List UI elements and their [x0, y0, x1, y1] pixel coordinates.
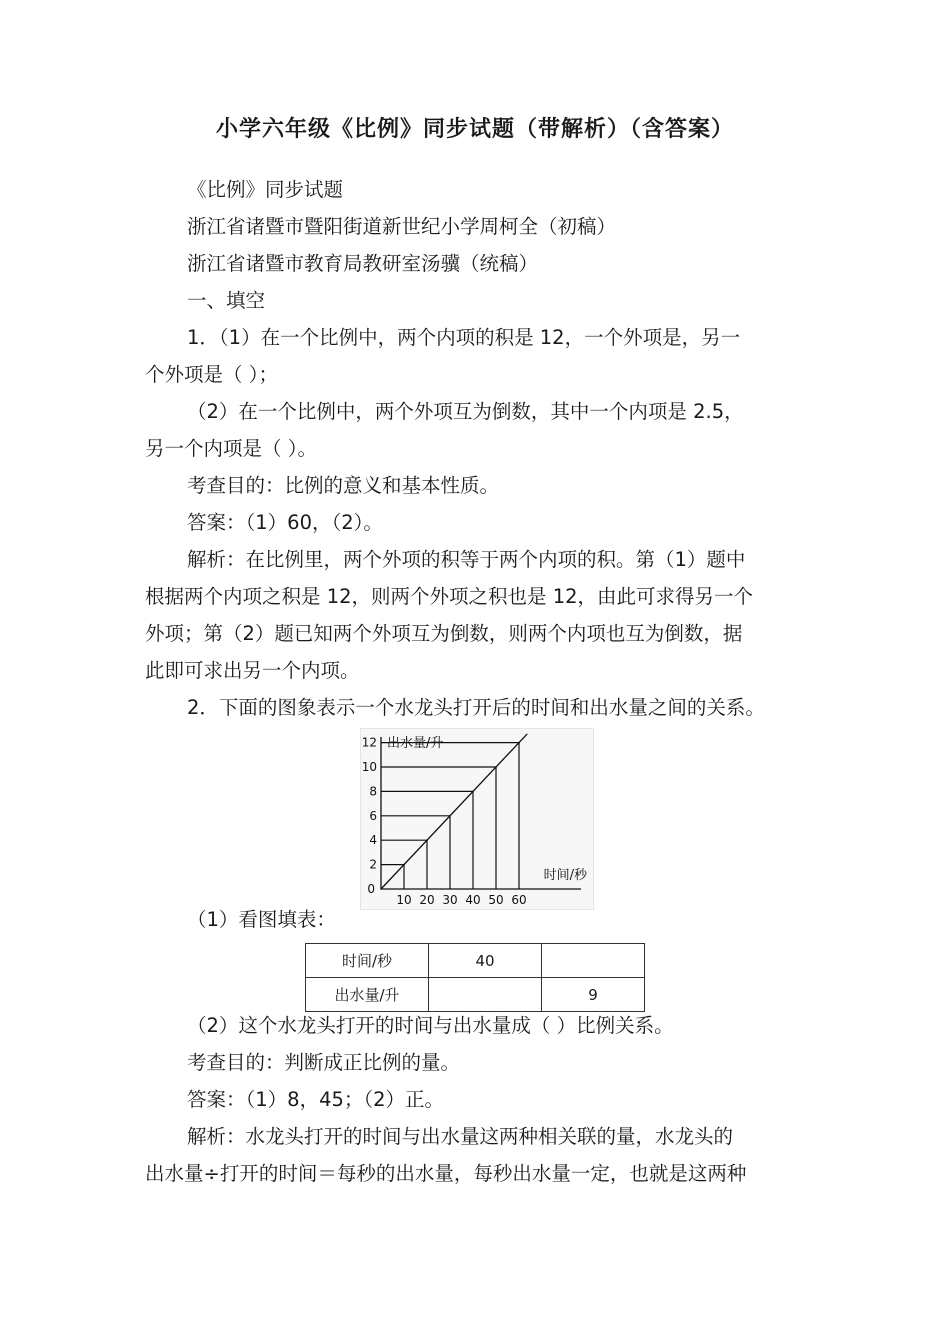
data-point — [380, 888, 382, 890]
q2-part-2: （2）这个水龙头打开的时间与出水量成（ ）比例关系。 — [187, 1014, 674, 1037]
x-tick-label: 10 — [396, 893, 412, 907]
series-line — [381, 734, 527, 889]
data-point — [495, 766, 497, 768]
y-tick-label: 10 — [361, 760, 377, 774]
y-tick-label: 8 — [369, 784, 377, 799]
author-line-1: 浙江省诸暨市暨阳街道新世纪小学周柯全（初稿） — [187, 215, 617, 238]
x-tick-label: 20 — [419, 893, 435, 907]
y-tick-label: 4 — [369, 833, 377, 848]
subtitle: 《比例》同步试题 — [187, 178, 344, 201]
y-axis-label: 出水量/升 — [387, 736, 444, 751]
data-point — [518, 742, 520, 744]
origin-label: 0 — [367, 882, 375, 896]
q2-answer: 答案：（1）8，45；（2）正。 — [187, 1088, 445, 1111]
table-cell — [429, 978, 542, 1012]
water-time-chart — [360, 728, 594, 910]
x-tick-label: 50 — [488, 893, 504, 907]
table-cell — [542, 944, 645, 978]
x-tick-label: 30 — [442, 893, 458, 907]
q2-part-1: （1）看图填表： — [187, 908, 336, 931]
data-point — [472, 791, 474, 793]
q1-analysis-3: 外项；第（2）题已知两个外项互为倒数，则两个内项也互为倒数，据 — [145, 622, 743, 645]
x-tick-label: 40 — [465, 893, 481, 907]
table-row — [306, 944, 645, 978]
table-row — [306, 978, 645, 1012]
question-1-part-1: 1．（1）在一个比例中，两个内项的积是 12，一个外项是，另一 — [187, 326, 741, 349]
question-2: 2．下面的图象表示一个水龙头打开后的时间和出水量之间的关系。 — [187, 696, 765, 719]
q2-analysis-2: 出水量÷打开的时间＝每秒的出水量，每秒出水量一定，也就是这两种 — [145, 1162, 747, 1185]
question-1-part-1-cont: 个外项是（ ）； — [145, 363, 278, 386]
q1-answer: 答案：（1）60，（2）。 — [187, 511, 383, 534]
table-header-cell: 时间/秒 — [306, 944, 429, 978]
fill-table — [305, 943, 645, 1012]
table-cell: 40 — [429, 944, 542, 978]
data-point — [449, 815, 451, 817]
q1-analysis-4: 此即可求出另一个内项。 — [145, 659, 360, 682]
q2-analysis-1: 解析：水龙头打开的时间与出水量这两种相关联的量，水龙头的 — [187, 1125, 734, 1148]
question-1-part-2-cont: 另一个内项是（ ）。 — [145, 437, 317, 460]
y-tick-label: 12 — [361, 735, 377, 750]
chart-svg — [361, 729, 593, 909]
q2-purpose: 考查目的：判断成正比例的量。 — [187, 1051, 461, 1074]
x-axis-label: 时间/秒 — [543, 868, 587, 883]
q1-analysis-1: 解析：在比例里，两个外项的积等于两个内项的积。第（1）题中 — [187, 548, 746, 571]
data-point — [403, 864, 405, 866]
q1-purpose: 考查目的：比例的意义和基本性质。 — [187, 474, 500, 497]
y-tick-label: 6 — [369, 808, 377, 823]
document-title: 小学六年级《比例》同步试题（带解析）（含答案） — [215, 117, 734, 142]
author-line-2: 浙江省诸暨市教育局教研室汤骥（统稿） — [187, 252, 539, 275]
y-tick-label: 2 — [369, 857, 377, 872]
table-cell: 9 — [542, 978, 645, 1012]
q1-analysis-2: 根据两个内项之积是 12，则两个外项之积也是 12，由此可求得另一个 — [145, 585, 754, 608]
question-1-part-2: （2）在一个比例中，两个外项互为倒数，其中一个内项是 2.5， — [187, 400, 744, 423]
data-point — [426, 839, 428, 841]
table-header-cell: 出水量/升 — [306, 978, 429, 1012]
x-tick-label: 60 — [511, 893, 527, 907]
section-heading: 一、填空 — [187, 289, 266, 312]
